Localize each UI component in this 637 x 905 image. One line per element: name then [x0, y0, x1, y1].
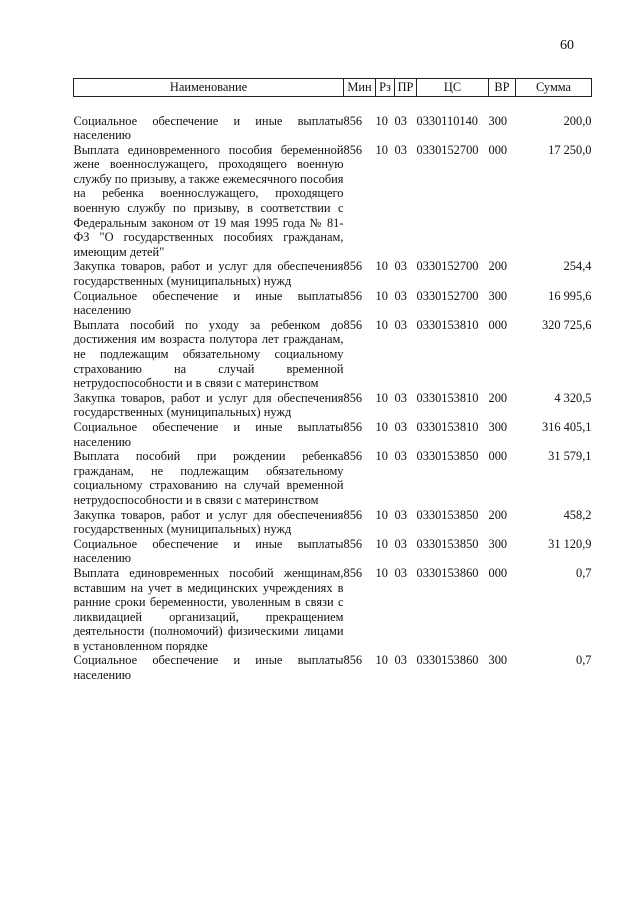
row-cs: 0330153860: [416, 653, 479, 668]
row-sum: 17 250,0: [548, 142, 592, 157]
row-rz: 10: [375, 565, 388, 580]
header-rz: Рз: [376, 79, 395, 97]
row-cs: 0330153810: [416, 317, 479, 332]
header-sum: Сумма: [516, 79, 592, 97]
row-rz: 10: [375, 317, 388, 332]
row-cs: 0330152700: [416, 288, 479, 303]
row-vr: 300: [488, 288, 508, 303]
row-vr: 000: [488, 142, 508, 157]
row-vr: 200: [488, 259, 508, 274]
row-cs: 0330153810: [416, 419, 479, 434]
row-pr: 03: [394, 653, 407, 668]
table-row: [74, 289, 592, 318]
row-rz: 10: [375, 390, 388, 405]
table-row: [74, 566, 592, 654]
row-min: 856: [343, 419, 363, 434]
row-rz: 10: [375, 653, 388, 668]
row-name: Закупка товаров, работ и услуг для обеспечения государственных (муниципальных) нужд: [73, 390, 344, 420]
row-sum: 4 320,5: [554, 390, 592, 405]
row-cs: 0330153850: [416, 536, 479, 551]
table-row: [74, 97, 592, 114]
table-row: [74, 653, 592, 682]
header-spacer: [74, 97, 592, 114]
row-pr: 03: [394, 259, 407, 274]
row-vr: 200: [488, 507, 508, 522]
budget-table: [73, 78, 592, 683]
row-min: 856: [343, 113, 363, 128]
header-vr: ВР: [489, 79, 516, 97]
row-cs: 0330152700: [416, 259, 479, 274]
row-sum: 316 405,1: [541, 419, 592, 434]
row-sum: 0,7: [576, 565, 592, 580]
row-name: Социальное обеспечение и иные выплаты населению: [73, 288, 344, 318]
row-min: 856: [343, 317, 363, 332]
table-header-row: [74, 79, 592, 97]
row-cs: 0330110140: [416, 113, 478, 128]
row-pr: 03: [394, 565, 407, 580]
row-name: Социальное обеспечение и иные выплаты населению: [73, 419, 344, 449]
row-min: 856: [343, 449, 363, 464]
row-pr: 03: [394, 288, 407, 303]
row-cs: 0330153850: [416, 449, 479, 464]
header-min: Мин: [344, 79, 376, 97]
row-vr: 300: [488, 536, 508, 551]
row-cs: 0330153860: [416, 565, 479, 580]
row-pr: 03: [394, 113, 407, 128]
row-min: 856: [343, 259, 363, 274]
row-min: 856: [343, 536, 363, 551]
row-rz: 10: [375, 259, 388, 274]
row-vr: 000: [488, 317, 508, 332]
row-sum: 16 995,6: [548, 288, 592, 303]
table-row: [74, 537, 592, 566]
row-min: 856: [343, 288, 363, 303]
row-name: Выплата единовременных пособий женщинам, вставшим на учет в медицинских учреждениях в ранние сроки беременности, уволенным в связи с ликвидацией организаций, прекращением деятельности (полномочий) физическими лицами в установленном порядке: [73, 565, 344, 653]
row-name: Выплата пособий при рождении ребенка гражданам, не подлежащим обязательному социальному страхованию на случай временной нетрудоспособности и в связи с материнством: [73, 449, 344, 507]
row-rz: 10: [375, 419, 388, 434]
row-pr: 03: [394, 536, 407, 551]
row-pr: 03: [394, 142, 407, 157]
table-row: [74, 318, 592, 391]
row-name: Выплата единовременного пособия беременной жене военнослужащего, проходящего военную службу по призыву, а также ежемесячного пособия на ребенка военнослужащего, проходящего военную службу по призыву, в соответствии с Федеральным законом от 19 мая 1995 года № 81-ФЗ "О государственных пособиях гражданам, имеющим детей": [73, 142, 344, 259]
table-row: [74, 420, 592, 449]
table-row: [74, 143, 592, 260]
row-pr: 03: [394, 507, 407, 522]
row-name: Выплата пособий по уходу за ребенком до достижения им возраста полутора лет гражданам, не подлежащим обязательному социальному страхованию на случай временной нетрудоспособности и в связи с материнством: [73, 317, 344, 391]
row-rz: 10: [375, 142, 388, 157]
row-name: Социальное обеспечение и иные выплаты населению: [73, 536, 344, 566]
row-vr: 000: [488, 565, 508, 580]
row-vr: 200: [488, 390, 508, 405]
row-sum: 254,4: [563, 259, 592, 274]
row-rz: 10: [375, 113, 388, 128]
row-rz: 10: [375, 288, 388, 303]
row-sum: 458,2: [563, 507, 592, 522]
row-rz: 10: [375, 536, 388, 551]
page-number: 60: [560, 38, 574, 53]
row-vr: 300: [488, 419, 508, 434]
header-cs: ЦС: [417, 79, 489, 97]
row-sum: 320 725,6: [541, 317, 592, 332]
row-name: Закупка товаров, работ и услуг для обеспечения государственных (муниципальных) нужд: [73, 507, 344, 537]
row-min: 856: [343, 565, 363, 580]
row-sum: 31 120,9: [548, 536, 592, 551]
row-vr: 000: [488, 449, 508, 464]
row-rz: 10: [375, 449, 388, 464]
table-row: [74, 114, 592, 143]
row-min: 856: [343, 507, 363, 522]
row-name: Социальное обеспечение и иные выплаты населению: [73, 653, 344, 683]
row-pr: 03: [394, 419, 407, 434]
row-name: Социальное обеспечение и иные выплаты населению: [73, 113, 344, 143]
row-pr: 03: [394, 317, 407, 332]
table-row: [74, 508, 592, 537]
table-row: [74, 259, 592, 288]
row-sum: 200,0: [563, 113, 592, 128]
header-name: Наименование: [74, 79, 344, 97]
row-sum: 31 579,1: [548, 449, 592, 464]
row-sum: 0,7: [576, 653, 592, 668]
row-min: 856: [343, 390, 363, 405]
row-cs: 0330153810: [416, 390, 479, 405]
table-row: [74, 449, 592, 507]
row-cs: 0330153850: [416, 507, 479, 522]
row-min: 856: [343, 653, 363, 668]
row-vr: 300: [488, 653, 508, 668]
row-cs: 0330152700: [416, 142, 479, 157]
row-min: 856: [343, 142, 363, 157]
row-name: Закупка товаров, работ и услуг для обеспечения государственных (муниципальных) нужд: [73, 259, 344, 289]
header-pr: ПР: [395, 79, 417, 97]
table-row: [74, 391, 592, 420]
table-body: [74, 97, 592, 683]
row-pr: 03: [394, 449, 407, 464]
row-pr: 03: [394, 390, 407, 405]
row-rz: 10: [375, 507, 388, 522]
row-vr: 300: [488, 113, 508, 128]
